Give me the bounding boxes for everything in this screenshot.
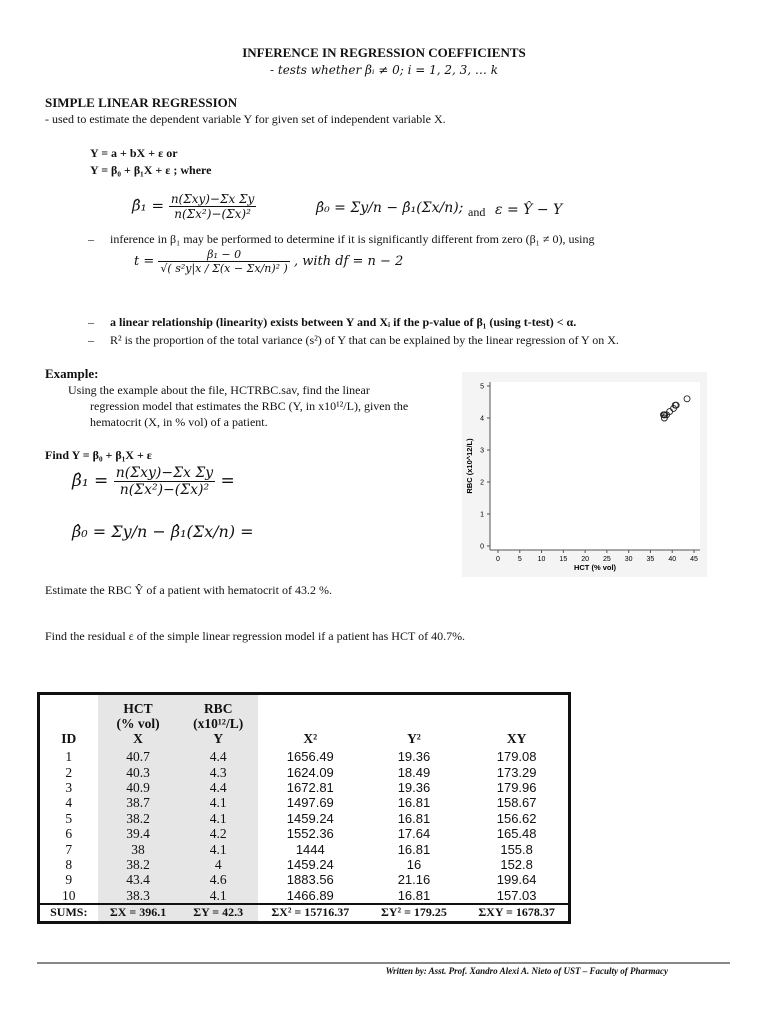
example-b0-rhs: Σy/n − β̂₁(Σx/n) = [111,522,254,541]
cell-id: 4 [65,795,73,811]
table-row [39,888,570,904]
cell-x2: 1459.24 [286,810,334,826]
cell-y: 4.4 [179,746,258,764]
b1-formula [132,192,256,221]
cell-x2: 1497.69 [286,795,334,811]
t-df: , with df = n − 2 [293,254,404,269]
cell-y: 4 [179,857,258,872]
section-description: - used to estimate the dependent variable Y for given set of independent variable X. [45,112,446,126]
x-tick-label: 40 [668,556,677,563]
section-heading: SIMPLE LINEAR REGRESSION [45,95,238,110]
cell-x2: 1466.89 [286,887,334,903]
cell-y: 4.4 [179,780,258,795]
sum-x2: ΣX² = 15716.37 [258,904,363,923]
cell-id: 9 [65,872,73,888]
header-xy: XY [506,731,527,746]
t-formula [134,248,403,275]
cell-x: 40.7 [98,746,179,764]
header-rbc-line2: (x10¹²/L) [193,716,244,731]
b0-rhs: Σy/n − β̂₁(Σx/n); [350,200,464,216]
scatter-chart [462,372,707,577]
bullet-r2-text: R² is the proportion of the total variance (s²) of Y that can be explained by the linear regression of Y on X. [110,333,619,347]
cell-y: 4.1 [179,841,258,856]
example-heading: Example: [45,366,99,381]
sum-xy: ΣXY = 1678.37 [465,904,569,923]
y-tick-label: 1 [480,511,484,519]
cell-xy: 173.29 [496,764,537,780]
cell-y2: 19.36 [397,779,431,795]
y-axis-label: RBC (x10^12/L) [465,438,474,494]
cell-id: 2 [65,764,73,780]
bullet-linearity-text: a linear relationship (linearity) exists between Y and Xᵢ if the p-value of β₁ (using t-test) < α. [110,315,577,329]
table-row [39,857,570,872]
x-axis-label: HCT (% vol) [573,563,617,572]
cell-y2: 16 [406,856,422,872]
cell-y: 4.1 [179,888,258,904]
cell-xy: 158.67 [496,795,537,811]
page-subtitle: - tests whether βᵢ ≠ 0; i = 1, 2, 3, … k [270,63,498,77]
header-hct-line3: X [133,731,143,746]
y-tick-label: 3 [480,447,484,455]
b1-lhs: β̂₁ = [132,196,165,215]
example-b0-lhs: β̂₀ = [72,522,107,541]
cell-x2: 1459.24 [286,856,334,872]
cell-y2: 17.64 [397,826,431,842]
cell-y2: 16.81 [397,810,431,826]
cell-y: 4.3 [179,764,258,779]
header-hct-line2: (% vol) [116,716,160,731]
cell-y: 4.2 [179,826,258,841]
example-b1-formula [72,465,235,498]
table-row [39,764,570,779]
example-text-3: hematocrit (X, in % vol) of a patient. [90,415,268,429]
x-tick-label: 45 [690,556,698,563]
t-lhs: t = [134,254,155,269]
cell-x: 38 [98,841,179,856]
x-tick-label: 30 [624,556,633,563]
table-row [39,795,570,810]
bullet-inference: – inference in β₁ may be performed to determine if it is significantly different from zero (β₁ ≠ 0), using [88,232,595,246]
table-row [39,841,570,856]
b1-denominator: n(Σx²)−(Σx)² [174,207,251,221]
header-hct-line1: HCT [123,701,153,716]
cell-xy: 155.8 [500,841,533,857]
example-b1-numerator: n(Σxy)−Σx Σy [115,465,214,481]
cell-x: 38.3 [98,888,179,904]
cell-x: 38.2 [98,857,179,872]
header-rbc [179,694,258,747]
sum-y: ΣY = 42.3 [179,904,258,923]
b0-lhs: β̂₀ = [316,200,346,216]
data-table [37,692,571,924]
table-row [39,826,570,841]
cell-x2: 1624.09 [286,764,334,780]
residual-question: Find the residual ε of the simple linear regression model if a patient has HCT of 40.7%. [45,629,466,643]
cell-y2: 16.81 [397,887,431,903]
estimate-question: Estimate the RBC Ŷ of a patient with hematocrit of 43.2 %. [45,583,332,597]
cell-xy: 199.64 [496,872,537,888]
x-tick-label: 25 [602,556,611,563]
cell-xy: 165.48 [496,826,537,842]
cell-y2: 16.81 [397,841,431,857]
cell-id: 8 [65,856,73,872]
cell-xy: 157.03 [496,887,537,903]
x-tick-label: 35 [646,556,655,563]
x-tick-label: 10 [537,556,546,563]
t-denominator: √( s²y|x / Σ(x − Σx/n)² ) [160,262,288,275]
sums-label: SUMS: [39,904,98,923]
cell-y: 4.1 [179,795,258,810]
y-tick-label: 0 [480,543,484,551]
cell-x: 39.4 [98,826,179,841]
cell-id: 3 [65,779,73,795]
header-hct [98,694,179,747]
cell-xy: 179.96 [496,779,537,795]
example-b1-equals: = [220,471,235,491]
cell-x: 40.9 [98,780,179,795]
sum-x: ΣX = 396.1 [98,904,179,923]
example-text-1: Using the example about the file, HCTRBC.sav, find the linear [68,383,370,397]
table-header-row [39,694,570,747]
header-id: ID [61,731,77,746]
cell-xy: 179.08 [496,749,537,765]
cell-x: 38.7 [98,795,179,810]
equation-2: Y = β₀ + β₁X + ε ; where [90,163,212,177]
cell-y: 4.6 [179,872,258,887]
cell-x2: 1552.36 [286,826,334,842]
cell-id: 5 [65,810,73,826]
footer-credit: Written by: Asst. Prof. Xandro Alexi A. Nieto of UST – Faculty of Pharmacy [385,966,668,976]
b0-formula [316,200,463,216]
cell-xy: 152.8 [500,856,533,872]
table-row [39,872,570,887]
cell-xy: 156.62 [496,810,537,826]
x-tick-label: 20 [581,556,590,563]
cell-x: 40.3 [98,764,179,779]
b1-numerator: n(Σxy)−Σx Σy [170,192,255,206]
header-rbc-line1: RBC [203,701,233,716]
plot-area [490,382,700,550]
x-tick-label: 15 [559,556,568,563]
cell-x: 38.2 [98,811,179,826]
find-equation: Find Y = β₀ + β₁X + ε [45,448,152,462]
y-tick-label: 4 [480,415,484,423]
example-text-2: regression model that estimates the RBC (Y, in x10¹²/L), given the [90,399,409,413]
equation-1: Y = a + bX + ε or [90,146,178,160]
cell-id: 10 [62,887,76,903]
cell-y2: 16.81 [397,795,431,811]
table-row [39,780,570,795]
page-title: INFERENCE IN REGRESSION COEFFICIENTS [242,45,526,60]
x-tick-label: 5 [517,556,522,563]
y-tick-label: 2 [480,479,484,487]
cell-x2: 1656.49 [286,749,334,765]
cell-id: 6 [65,826,73,842]
header-y2: Y² [407,731,421,746]
example-b1-lhs: β̂₁ = [72,471,109,491]
cell-y2: 21.16 [397,872,431,888]
cell-y: 4.1 [179,811,258,826]
table-row [39,811,570,826]
sum-y2: ΣY² = 179.25 [363,904,466,923]
table-row [39,746,570,764]
epsilon-formula: ε = Ŷ − Y [495,202,563,218]
sums-row [39,904,570,923]
bullet-inference-text: inference in β₁ may be performed to determine if it is significantly different from zero (β₁ ≠ 0), using [110,232,595,246]
cell-id: 7 [65,841,73,857]
bullet-r2: – R² is the proportion of the total variance (s²) of Y that can be explained by the linear regression of Y on X. [88,333,619,347]
footer-divider [37,962,730,964]
example-b1-denominator: n(Σx²)−(Σx)² [119,482,210,498]
cell-id: 1 [65,749,73,765]
and-text: and [468,205,486,219]
example-b0-formula [72,522,254,541]
cell-x2: 1444 [295,841,325,857]
header-x2: X² [303,731,318,746]
header-rbc-line3: Y [213,731,224,746]
cell-y2: 18.49 [397,764,431,780]
x-tick-label: 0 [496,556,500,563]
bullet-linearity: – a linear relationship (linearity) exists between Y and Xᵢ if the p-value of β₁ (using t-test) < α. [88,315,577,329]
cell-x2: 1672.81 [286,779,334,795]
t-numerator: β₁ − 0 [158,248,289,262]
cell-x2: 1883.56 [286,872,334,888]
cell-y2: 19.36 [397,749,431,765]
y-tick-label: 5 [480,383,484,391]
cell-x: 43.4 [98,872,179,887]
